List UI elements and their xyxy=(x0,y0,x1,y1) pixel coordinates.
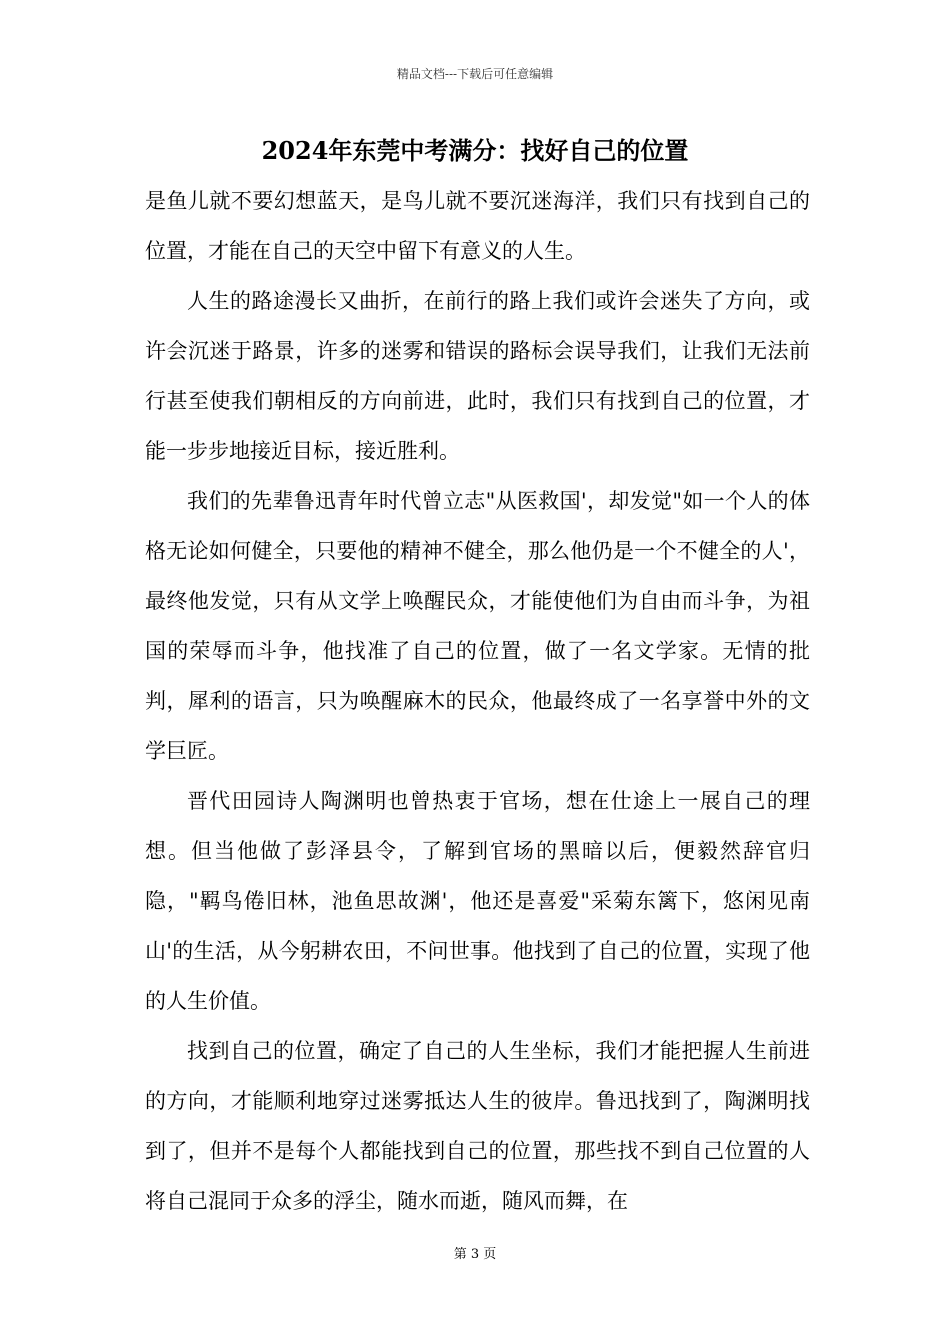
paragraph-2: 人生的路途漫长又曲折，在前行的路上我们或许会迷失了方向，或许会沉迷于路景，许多的迷雾和错误的路标会误导我们，让我们无法前行甚至使我们朝相反的方向前进，此时，我们只有找到自己的位置，才能一步步地接近目标，接近胜利。 xyxy=(145,289,810,463)
paragraph-1: 是鱼儿就不要幻想蓝天，是鸟儿就不要沉迷海洋，我们只有找到自己的位置，才能在自己的天空中留下有意义的人生。 xyxy=(145,189,810,263)
page-header: 精品文档---下载后可任意编辑 xyxy=(396,67,554,81)
page-number: 第 3 页 xyxy=(453,1247,497,1262)
paragraph-4: 晋代田园诗人陶渊明也曾热衷于官场，想在仕途上一展自己的理想。但当他做了彭泽县令，了解到官场的黑暗以后，便毅然辞官归隐，"羁鸟倦旧林，池鱼思故渊'，他还是喜爱"采菊东篱下，悠闲见南山'的生活，从今躬耕农田，不问世事。他找到了自己的位置，实现了他的人生价值。 xyxy=(145,789,810,1013)
paragraph-5: 找到自己的位置，确定了自己的人生坐标，我们才能把握人生前进的方向，才能顺利地穿过迷雾抵达人生的彼岸。鲁迅找到了，陶渊明找到了，但并不是每个人都能找到自己的位置，那些找不到自己位置的人将自己混同于众多的浮尘，随水而逝，随风而舞，在 xyxy=(145,1039,810,1213)
paragraph-3: 我们的先辈鲁迅青年时代曾立志"从医救国'，却发觉"如一个人的体格无论如何健全，只要他的精神不健全，那么他仍是一个不健全的人'，最终他发觉，只有从文学上唤醒民众，才能使他们为自由而斗争，为祖国的荣辱而斗争，他找准了自己的位置，做了一名文学家。无情的批判，犀利的语言，只为唤醒麻木的民众，他最终成了一名享誉中外的文学巨匠。 xyxy=(145,489,810,763)
document-body xyxy=(145,176,810,1226)
document-title: 2024年东莞中考满分：找好自己的位置 xyxy=(261,136,689,165)
